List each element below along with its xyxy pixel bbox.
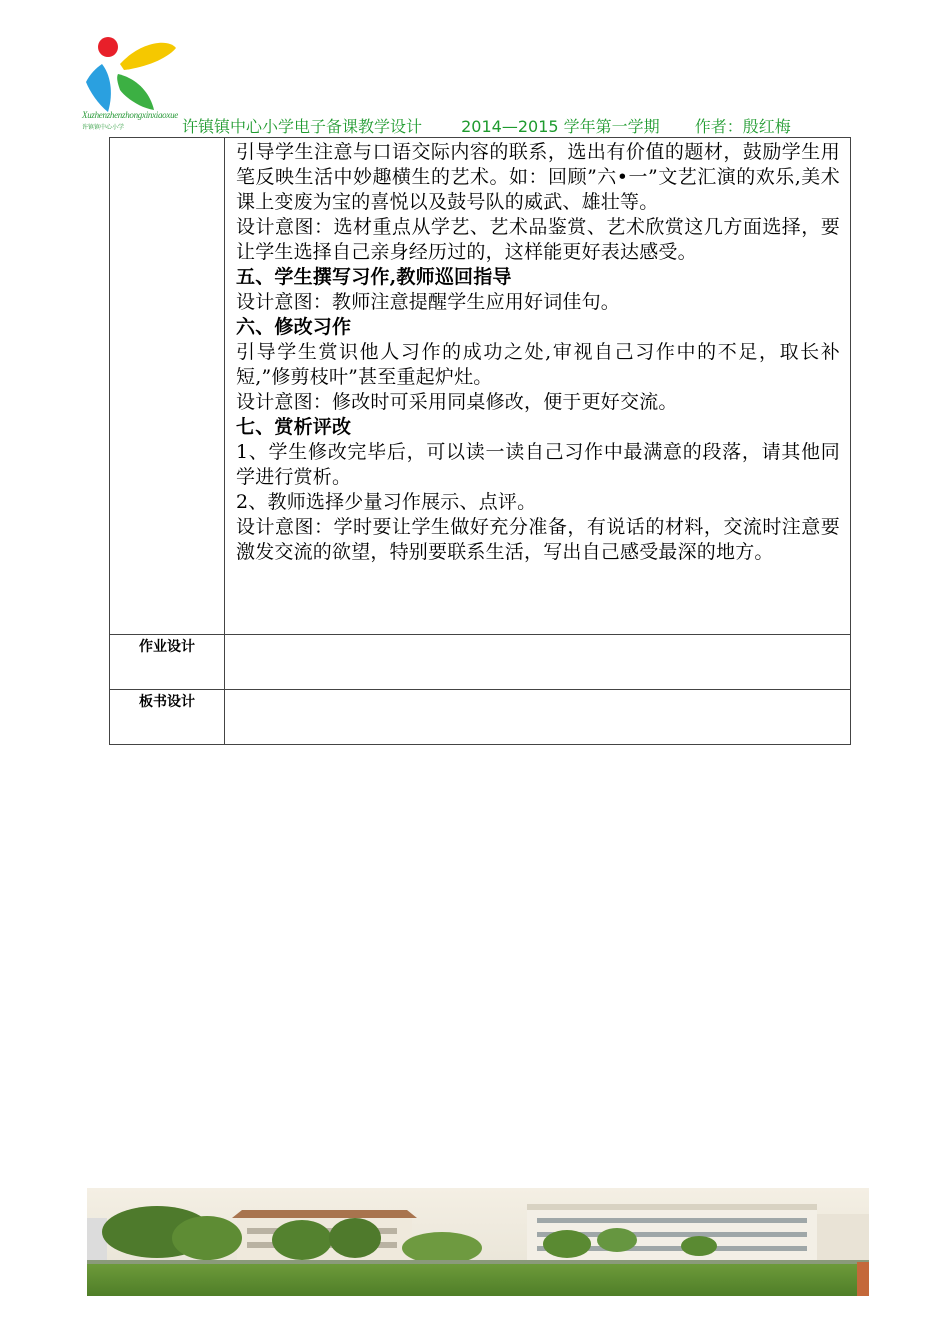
- board-row: [110, 690, 851, 745]
- term-label: 2014—2015 学年第一学期: [461, 117, 660, 136]
- lesson-content-cell: [225, 138, 851, 635]
- board-label: 板书设计: [110, 690, 225, 745]
- section-heading: 七、赏析评改: [236, 416, 352, 438]
- school-title: 许镇镇中心小学电子备课教学设计: [182, 117, 423, 136]
- content-paragraph: 2、教师选择少量习作展示、点评。: [236, 491, 537, 513]
- content-paragraph: 引导学生赏识他人习作的成功之处,审视自己习作中的不足，取长补短,”修剪枝叶”甚至重起炉灶。: [236, 341, 840, 388]
- content-paragraph: 1、学生修改完毕后，可以读一读自己习作中最满意的段落，请其他同学进行赏析。: [236, 441, 840, 488]
- logo-subtitle-text: 许镇镇中心小学: [82, 124, 125, 131]
- section-heading: 五、学生撰写习作,教师巡回指导: [236, 266, 512, 288]
- design-intent-paragraph: 设计意图：选材重点从学艺、艺术品鉴赏、艺术欣赏这几方面选择，要让学生选择自己亲身经历过的，这样能更好表达感受。: [236, 216, 840, 263]
- author-label: 作者：殷红梅: [694, 117, 791, 136]
- campus-photo-image: [87, 1188, 869, 1296]
- content-row: [110, 138, 851, 635]
- lesson-plan-table: [109, 137, 851, 745]
- content-paragraph: 引导学生注意与口语交际内容的联系，选出有价值的题材，鼓励学生用笔反映生活中妙趣横生的艺术。如：回顾”六•一”文艺汇演的欢乐,美术课上变废为宝的喜悦以及鼓号队的威武、雄壮等。: [236, 141, 840, 213]
- logo-pinyin-text: Xuzhenzhenzhongxinxiaoxue: [82, 110, 178, 120]
- campus-photo-banner: [87, 1188, 869, 1296]
- homework-row: [110, 635, 851, 690]
- homework-label: 作业设计: [110, 635, 225, 690]
- board-value-cell: [225, 690, 851, 745]
- design-intent-paragraph: 设计意图：学时要让学生做好充分准备，有说话的材料，交流时注意要激发交流的欲望，特别要联系生活，写出自己感受最深的地方。: [236, 516, 840, 563]
- school-logo: [80, 34, 180, 132]
- design-intent-paragraph: 设计意图：教师注意提醒学生应用好词佳句。: [236, 291, 621, 313]
- page-header: [182, 114, 872, 137]
- content-row-label: [110, 138, 225, 635]
- homework-value-cell: [225, 635, 851, 690]
- design-intent-paragraph: 设计意图：修改时可采用同桌修改，便于更好交流。: [236, 391, 678, 413]
- section-heading: 六、修改习作: [236, 316, 352, 338]
